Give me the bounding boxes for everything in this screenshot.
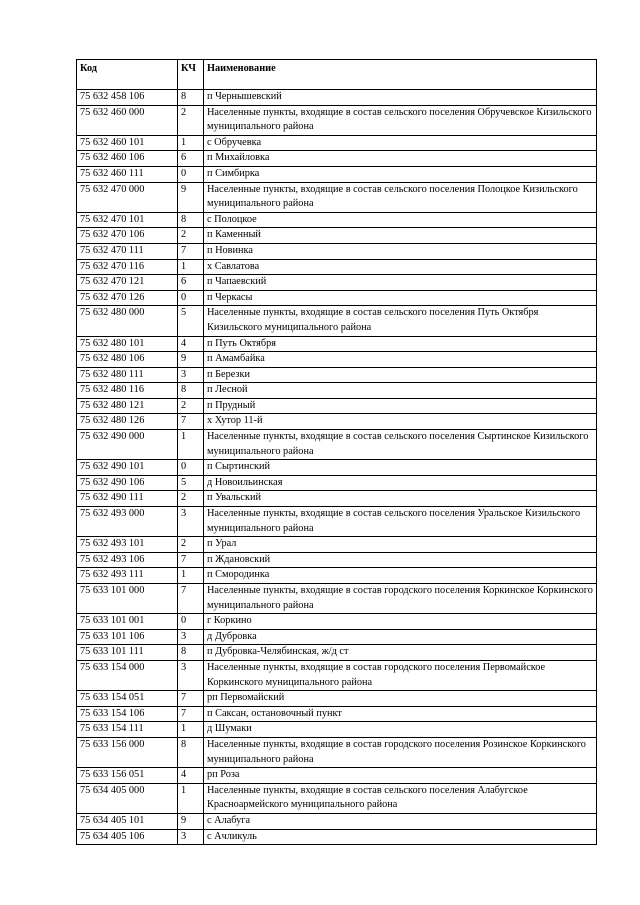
cell-kch: 4 bbox=[178, 768, 204, 784]
table-row bbox=[77, 105, 597, 135]
header-kch: КЧ bbox=[178, 60, 204, 90]
cell-name: с Ачликуль bbox=[204, 829, 597, 845]
okato-table bbox=[76, 59, 597, 845]
cell-kch: 8 bbox=[178, 212, 204, 228]
cell-kch: 7 bbox=[178, 691, 204, 707]
cell-kch: 6 bbox=[178, 151, 204, 167]
table-row bbox=[77, 691, 597, 707]
table-row bbox=[77, 352, 597, 368]
cell-code: 75 632 470 126 bbox=[77, 290, 178, 306]
table-row bbox=[77, 290, 597, 306]
cell-code: 75 632 458 106 bbox=[77, 90, 178, 106]
cell-code: 75 632 493 101 bbox=[77, 537, 178, 553]
table-row bbox=[77, 383, 597, 399]
table-row bbox=[77, 614, 597, 630]
cell-code: 75 632 480 111 bbox=[77, 367, 178, 383]
cell-kch: 7 bbox=[178, 552, 204, 568]
table-row bbox=[77, 660, 597, 690]
table-row bbox=[77, 228, 597, 244]
cell-code: 75 632 493 000 bbox=[77, 507, 178, 537]
cell-name: п Прудный bbox=[204, 398, 597, 414]
cell-kch: 8 bbox=[178, 90, 204, 106]
cell-kch: 2 bbox=[178, 105, 204, 135]
cell-name: п Михайловка bbox=[204, 151, 597, 167]
cell-kch: 6 bbox=[178, 275, 204, 291]
cell-name: г Коркино bbox=[204, 614, 597, 630]
cell-code: 75 632 490 000 bbox=[77, 430, 178, 460]
table-row bbox=[77, 430, 597, 460]
cell-code: 75 632 493 106 bbox=[77, 552, 178, 568]
table-row bbox=[77, 722, 597, 738]
cell-code: 75 632 490 101 bbox=[77, 460, 178, 476]
cell-name: с Алабуга bbox=[204, 813, 597, 829]
cell-kch: 0 bbox=[178, 614, 204, 630]
cell-kch: 1 bbox=[178, 259, 204, 275]
cell-code: 75 632 470 106 bbox=[77, 228, 178, 244]
table-row bbox=[77, 243, 597, 259]
cell-name: п Чернышевский bbox=[204, 90, 597, 106]
cell-name: с Полоцкое bbox=[204, 212, 597, 228]
table-body bbox=[77, 90, 597, 845]
cell-name: Населенные пункты, входящие в состав городского поселения Розинское Коркинского муниципального района bbox=[204, 737, 597, 767]
cell-kch: 1 bbox=[178, 568, 204, 584]
cell-name: Населенные пункты, входящие в состав сельского поселения Полоцкое Кизильского муниципального района bbox=[204, 182, 597, 212]
table-row bbox=[77, 768, 597, 784]
cell-kch: 3 bbox=[178, 367, 204, 383]
cell-name: х Савлатова bbox=[204, 259, 597, 275]
cell-kch: 5 bbox=[178, 306, 204, 336]
cell-name: п Чапаевский bbox=[204, 275, 597, 291]
cell-code: 75 634 405 101 bbox=[77, 813, 178, 829]
table-row bbox=[77, 90, 597, 106]
cell-code: 75 633 101 000 bbox=[77, 584, 178, 614]
cell-code: 75 634 405 106 bbox=[77, 829, 178, 845]
cell-code: 75 633 101 106 bbox=[77, 629, 178, 645]
cell-kch: 7 bbox=[178, 706, 204, 722]
header-code: Код bbox=[77, 60, 178, 90]
cell-code: 75 632 493 111 bbox=[77, 568, 178, 584]
cell-kch: 9 bbox=[178, 182, 204, 212]
header-name: Наименование bbox=[204, 60, 597, 90]
cell-kch: 2 bbox=[178, 537, 204, 553]
cell-kch: 9 bbox=[178, 352, 204, 368]
table-row bbox=[77, 829, 597, 845]
table-row bbox=[77, 475, 597, 491]
table-row bbox=[77, 584, 597, 614]
table-row bbox=[77, 629, 597, 645]
table-row bbox=[77, 151, 597, 167]
cell-code: 75 632 470 000 bbox=[77, 182, 178, 212]
cell-name: Населенные пункты, входящие в состав сельского поселения Уральское Кизильского муниципального района bbox=[204, 507, 597, 537]
table-row bbox=[77, 275, 597, 291]
cell-name: х Хутор 11-й bbox=[204, 414, 597, 430]
cell-code: 75 633 154 051 bbox=[77, 691, 178, 707]
header-row bbox=[77, 60, 597, 90]
table-row bbox=[77, 706, 597, 722]
table-row bbox=[77, 645, 597, 661]
cell-kch: 3 bbox=[178, 660, 204, 690]
cell-kch: 7 bbox=[178, 414, 204, 430]
cell-name: п Урал bbox=[204, 537, 597, 553]
cell-code: 75 633 156 000 bbox=[77, 737, 178, 767]
cell-kch: 2 bbox=[178, 228, 204, 244]
cell-code: 75 632 470 121 bbox=[77, 275, 178, 291]
cell-code: 75 633 101 001 bbox=[77, 614, 178, 630]
cell-kch: 4 bbox=[178, 336, 204, 352]
cell-kch: 9 bbox=[178, 813, 204, 829]
cell-name: д Дубровка bbox=[204, 629, 597, 645]
cell-name: с Обручевка bbox=[204, 135, 597, 151]
cell-name: Населенные пункты, входящие в состав городского поселения Коркинское Коркинского муниципального района bbox=[204, 584, 597, 614]
cell-name: п Березки bbox=[204, 367, 597, 383]
cell-code: 75 632 480 106 bbox=[77, 352, 178, 368]
cell-name: п Новинка bbox=[204, 243, 597, 259]
cell-kch: 1 bbox=[178, 430, 204, 460]
cell-name: п Черкасы bbox=[204, 290, 597, 306]
cell-kch: 5 bbox=[178, 475, 204, 491]
cell-kch: 8 bbox=[178, 737, 204, 767]
cell-kch: 8 bbox=[178, 645, 204, 661]
cell-code: 75 632 480 116 bbox=[77, 383, 178, 399]
cell-kch: 1 bbox=[178, 135, 204, 151]
cell-name: п Дубровка-Челябинская, ж/д ст bbox=[204, 645, 597, 661]
cell-kch: 0 bbox=[178, 166, 204, 182]
cell-name: Населенные пункты, входящие в состав сельского поселения Алабугское Красноармейского муниципального района bbox=[204, 783, 597, 813]
cell-kch: 2 bbox=[178, 491, 204, 507]
cell-code: 75 632 470 101 bbox=[77, 212, 178, 228]
cell-name: п Симбирка bbox=[204, 166, 597, 182]
table-row bbox=[77, 813, 597, 829]
cell-code: 75 633 154 000 bbox=[77, 660, 178, 690]
table-row bbox=[77, 182, 597, 212]
table-row bbox=[77, 537, 597, 553]
cell-kch: 0 bbox=[178, 460, 204, 476]
table-row bbox=[77, 414, 597, 430]
cell-kch: 3 bbox=[178, 629, 204, 645]
cell-code: 75 632 470 116 bbox=[77, 259, 178, 275]
cell-code: 75 632 460 000 bbox=[77, 105, 178, 135]
cell-code: 75 633 156 051 bbox=[77, 768, 178, 784]
cell-code: 75 632 490 106 bbox=[77, 475, 178, 491]
table-row bbox=[77, 552, 597, 568]
table-row bbox=[77, 398, 597, 414]
cell-code: 75 632 490 111 bbox=[77, 491, 178, 507]
table-row bbox=[77, 259, 597, 275]
table-row bbox=[77, 336, 597, 352]
table-row bbox=[77, 135, 597, 151]
cell-code: 75 632 460 101 bbox=[77, 135, 178, 151]
cell-code: 75 633 154 111 bbox=[77, 722, 178, 738]
table-row bbox=[77, 166, 597, 182]
cell-kch: 0 bbox=[178, 290, 204, 306]
cell-name: Населенные пункты, входящие в состав городского поселения Первомайское Коркинского муниципального района bbox=[204, 660, 597, 690]
cell-code: 75 633 154 106 bbox=[77, 706, 178, 722]
cell-name: п Ждановский bbox=[204, 552, 597, 568]
cell-name: рп Первомайский bbox=[204, 691, 597, 707]
cell-code: 75 632 470 111 bbox=[77, 243, 178, 259]
cell-name: п Путь Октября bbox=[204, 336, 597, 352]
cell-name: п Смородинка bbox=[204, 568, 597, 584]
cell-name: Населенные пункты, входящие в состав сельского поселения Обручевское Кизильского муниципального района bbox=[204, 105, 597, 135]
cell-kch: 2 bbox=[178, 398, 204, 414]
cell-kch: 3 bbox=[178, 829, 204, 845]
table-row bbox=[77, 212, 597, 228]
cell-code: 75 632 460 106 bbox=[77, 151, 178, 167]
cell-code: 75 632 480 121 bbox=[77, 398, 178, 414]
cell-code: 75 633 101 111 bbox=[77, 645, 178, 661]
table-row bbox=[77, 460, 597, 476]
cell-name: п Увальский bbox=[204, 491, 597, 507]
cell-kch: 8 bbox=[178, 383, 204, 399]
cell-code: 75 632 460 111 bbox=[77, 166, 178, 182]
cell-code: 75 632 480 000 bbox=[77, 306, 178, 336]
cell-code: 75 632 480 101 bbox=[77, 336, 178, 352]
cell-kch: 3 bbox=[178, 507, 204, 537]
cell-name: Населенные пункты, входящие в состав сельского поселения Путь Октября Кизильского муниципального района bbox=[204, 306, 597, 336]
cell-name: рп Роза bbox=[204, 768, 597, 784]
cell-name: Населенные пункты, входящие в состав сельского поселения Сыртинское Кизильского муниципального района bbox=[204, 430, 597, 460]
cell-kch: 7 bbox=[178, 584, 204, 614]
cell-name: п Лесной bbox=[204, 383, 597, 399]
table-row bbox=[77, 367, 597, 383]
table-row bbox=[77, 568, 597, 584]
cell-name: д Новоильинская bbox=[204, 475, 597, 491]
cell-name: п Саксан, остановочный пункт bbox=[204, 706, 597, 722]
table-row bbox=[77, 783, 597, 813]
table-row bbox=[77, 507, 597, 537]
cell-name: п Амамбайка bbox=[204, 352, 597, 368]
cell-kch: 1 bbox=[178, 722, 204, 738]
table-row bbox=[77, 491, 597, 507]
cell-kch: 1 bbox=[178, 783, 204, 813]
cell-name: д Шумаки bbox=[204, 722, 597, 738]
table-row bbox=[77, 737, 597, 767]
table-header bbox=[77, 60, 597, 90]
cell-name: п Сыртинский bbox=[204, 460, 597, 476]
cell-name: п Каменный bbox=[204, 228, 597, 244]
cell-code: 75 634 405 000 bbox=[77, 783, 178, 813]
cell-kch: 7 bbox=[178, 243, 204, 259]
cell-code: 75 632 480 126 bbox=[77, 414, 178, 430]
table-row bbox=[77, 306, 597, 336]
